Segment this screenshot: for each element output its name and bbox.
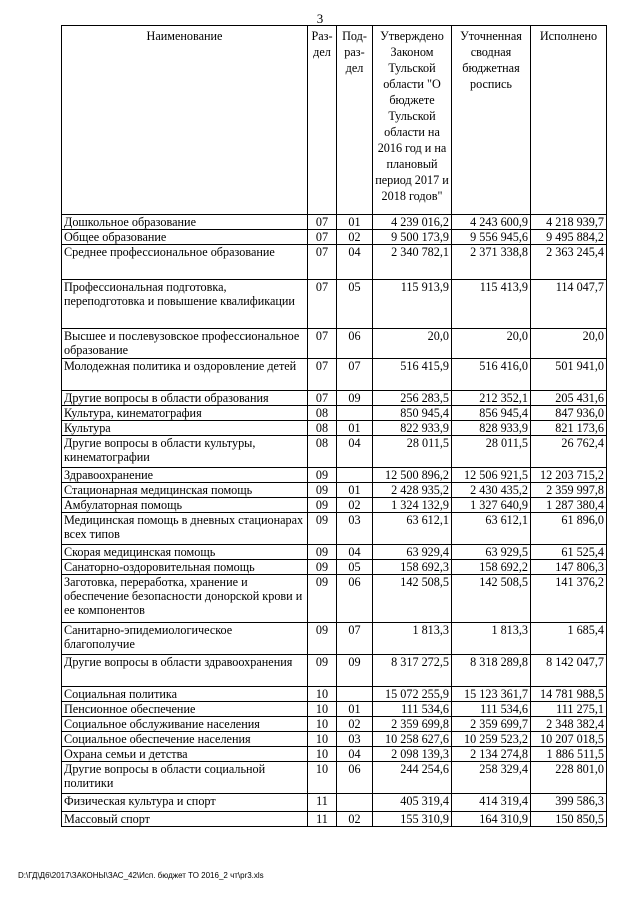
row-refined: 111 534,6 (452, 702, 531, 717)
row-section: 09 (308, 623, 337, 655)
row-approved: 2 340 782,1 (373, 245, 452, 280)
row-refined: 1 813,3 (452, 623, 531, 655)
row-name: Амбулаторная помощь (62, 498, 308, 513)
row-subsection: 05 (337, 280, 373, 329)
row-name: Другие вопросы в области социальной политики (62, 762, 308, 794)
row-executed: 147 806,3 (531, 560, 607, 575)
row-name: Другие вопросы в области здравоохранения (62, 655, 308, 687)
row-refined: 828 933,9 (452, 421, 531, 436)
row-executed: 1 886 511,5 (531, 747, 607, 762)
table-row (62, 436, 607, 468)
row-section: 07 (308, 230, 337, 245)
row-subsection: 01 (337, 483, 373, 498)
row-name: Физическая культура и спорт (62, 794, 308, 812)
table-row (62, 545, 607, 560)
row-subsection: 04 (337, 545, 373, 560)
row-refined: 115 413,9 (452, 280, 531, 329)
header-approved: Утверждено Законом Тульской области "О бюджете Тульской области на 2016 год и на плановый период 2017 и 2018 годов" (373, 26, 452, 215)
row-name: Высшее и послевузовское профессиональное образование (62, 329, 308, 359)
row-name: Социальная политика (62, 687, 308, 702)
row-executed: 1 685,4 (531, 623, 607, 655)
row-name: Социальное обслуживание населения (62, 717, 308, 732)
row-refined: 2 430 435,2 (452, 483, 531, 498)
row-approved: 155 310,9 (373, 812, 452, 827)
row-subsection: 02 (337, 812, 373, 827)
row-executed: 228 801,0 (531, 762, 607, 794)
row-section: 10 (308, 762, 337, 794)
row-refined: 12 506 921,5 (452, 468, 531, 483)
row-subsection: 03 (337, 513, 373, 545)
row-approved: 8 317 272,5 (373, 655, 452, 687)
table-row (62, 245, 607, 280)
row-approved: 2 428 935,2 (373, 483, 452, 498)
row-subsection: 01 (337, 421, 373, 436)
row-approved: 9 500 173,9 (373, 230, 452, 245)
row-subsection (337, 406, 373, 421)
row-name: Другие вопросы в области культуры, кинематографии (62, 436, 308, 468)
row-refined: 4 243 600,9 (452, 215, 531, 230)
row-executed: 141 376,2 (531, 575, 607, 623)
row-name: Пенсионное обеспечение (62, 702, 308, 717)
row-section: 08 (308, 436, 337, 468)
row-executed: 501 941,0 (531, 359, 607, 391)
row-name: Стационарная медицинская помощь (62, 483, 308, 498)
table-row (62, 762, 607, 794)
table-row (62, 812, 607, 827)
row-refined: 258 329,4 (452, 762, 531, 794)
row-approved: 28 011,5 (373, 436, 452, 468)
table-row (62, 702, 607, 717)
row-executed: 61 525,4 (531, 545, 607, 560)
table-row (62, 747, 607, 762)
table-row (62, 717, 607, 732)
row-executed: 26 762,4 (531, 436, 607, 468)
row-name: Социальное обеспечение населения (62, 732, 308, 747)
row-section: 07 (308, 391, 337, 406)
row-section: 09 (308, 513, 337, 545)
table-row (62, 329, 607, 359)
row-section: 07 (308, 215, 337, 230)
row-subsection: 09 (337, 391, 373, 406)
table-header-row (62, 26, 607, 215)
table-row (62, 513, 607, 545)
row-refined: 856 945,4 (452, 406, 531, 421)
row-subsection: 04 (337, 245, 373, 280)
row-approved: 2 098 139,3 (373, 747, 452, 762)
row-subsection: 06 (337, 329, 373, 359)
row-name: Молодежная политика и оздоровление детей (62, 359, 308, 391)
row-subsection: 02 (337, 717, 373, 732)
row-approved: 1 813,3 (373, 623, 452, 655)
row-executed: 8 142 047,7 (531, 655, 607, 687)
row-name: Санитарно-эпидемиологическое благополучие (62, 623, 308, 655)
row-approved: 256 283,5 (373, 391, 452, 406)
row-subsection: 06 (337, 762, 373, 794)
row-refined: 212 352,1 (452, 391, 531, 406)
header-subsection: Под-раз-дел (337, 26, 373, 215)
row-name: Здравоохранение (62, 468, 308, 483)
row-subsection: 07 (337, 623, 373, 655)
row-executed: 9 495 884,2 (531, 230, 607, 245)
row-approved: 4 239 016,2 (373, 215, 452, 230)
row-name: Скорая медицинская помощь (62, 545, 308, 560)
row-approved: 63 929,4 (373, 545, 452, 560)
table-row (62, 483, 607, 498)
table-row (62, 498, 607, 513)
row-subsection: 01 (337, 215, 373, 230)
table-row (62, 359, 607, 391)
row-subsection: 02 (337, 230, 373, 245)
table-row (62, 280, 607, 329)
row-subsection: 05 (337, 560, 373, 575)
row-executed: 1 287 380,4 (531, 498, 607, 513)
row-executed: 150 850,5 (531, 812, 607, 827)
row-refined: 164 310,9 (452, 812, 531, 827)
row-section: 08 (308, 421, 337, 436)
row-approved: 1 324 132,9 (373, 498, 452, 513)
table-row (62, 215, 607, 230)
budget-table (61, 25, 607, 827)
row-section: 09 (308, 560, 337, 575)
table-row (62, 732, 607, 747)
row-section: 10 (308, 717, 337, 732)
row-name: Медицинская помощь в дневных стационарах всех типов (62, 513, 308, 545)
row-refined: 516 416,0 (452, 359, 531, 391)
row-approved: 111 534,6 (373, 702, 452, 717)
table-row (62, 794, 607, 812)
row-section: 10 (308, 687, 337, 702)
row-approved: 405 319,4 (373, 794, 452, 812)
row-subsection: 02 (337, 498, 373, 513)
row-executed: 20,0 (531, 329, 607, 359)
row-approved: 822 933,9 (373, 421, 452, 436)
table-row (62, 655, 607, 687)
row-section: 10 (308, 702, 337, 717)
row-refined: 142 508,5 (452, 575, 531, 623)
row-section: 10 (308, 732, 337, 747)
row-name: Заготовка, переработка, хранение и обеспечение безопасности донорской крови и ее компонентов (62, 575, 308, 623)
row-executed: 12 203 715,2 (531, 468, 607, 483)
row-executed: 2 359 997,8 (531, 483, 607, 498)
row-executed: 2 348 382,4 (531, 717, 607, 732)
row-name: Среднее профессиональное образование (62, 245, 308, 280)
row-subsection (337, 687, 373, 702)
row-approved: 63 612,1 (373, 513, 452, 545)
row-section: 07 (308, 329, 337, 359)
row-refined: 10 259 523,2 (452, 732, 531, 747)
header-section: Раз-дел (308, 26, 337, 215)
row-subsection: 06 (337, 575, 373, 623)
row-approved: 2 359 699,8 (373, 717, 452, 732)
page-number: 3 (316, 11, 324, 26)
row-executed: 847 936,0 (531, 406, 607, 421)
row-subsection (337, 468, 373, 483)
row-executed: 4 218 939,7 (531, 215, 607, 230)
row-refined: 2 371 338,8 (452, 245, 531, 280)
table-row (62, 230, 607, 245)
row-section: 09 (308, 468, 337, 483)
row-executed: 10 207 018,5 (531, 732, 607, 747)
row-subsection: 01 (337, 702, 373, 717)
row-approved: 20,0 (373, 329, 452, 359)
row-approved: 244 254,6 (373, 762, 452, 794)
row-approved: 12 500 896,2 (373, 468, 452, 483)
row-subsection (337, 794, 373, 812)
row-executed: 114 047,7 (531, 280, 607, 329)
table-row (62, 623, 607, 655)
row-name: Культура (62, 421, 308, 436)
row-refined: 1 327 640,9 (452, 498, 531, 513)
row-executed: 61 896,0 (531, 513, 607, 545)
table-row (62, 406, 607, 421)
row-refined: 414 319,4 (452, 794, 531, 812)
row-approved: 158 692,3 (373, 560, 452, 575)
footer-file-path: D:\ГД\Д6\2017\ЗАКОНЫ\ЗАС_42\Исп. бюджет ТО 2016_2 чт\pr3.xls (18, 871, 264, 880)
row-section: 07 (308, 280, 337, 329)
row-refined: 20,0 (452, 329, 531, 359)
header-name: Наименование (62, 26, 308, 215)
row-name: Охрана семьи и детства (62, 747, 308, 762)
row-section: 09 (308, 655, 337, 687)
row-refined: 8 318 289,8 (452, 655, 531, 687)
row-subsection: 07 (337, 359, 373, 391)
row-name: Дошкольное образование (62, 215, 308, 230)
row-subsection: 09 (337, 655, 373, 687)
row-section: 10 (308, 747, 337, 762)
row-executed: 821 173,6 (531, 421, 607, 436)
row-subsection: 04 (337, 436, 373, 468)
row-refined: 63 612,1 (452, 513, 531, 545)
row-section: 11 (308, 794, 337, 812)
header-executed: Исполнено (531, 26, 607, 215)
row-executed: 399 586,3 (531, 794, 607, 812)
table-row (62, 560, 607, 575)
row-approved: 516 415,9 (373, 359, 452, 391)
row-refined: 9 556 945,6 (452, 230, 531, 245)
row-section: 07 (308, 245, 337, 280)
row-section: 11 (308, 812, 337, 827)
row-refined: 28 011,5 (452, 436, 531, 468)
row-name: Культура, кинематография (62, 406, 308, 421)
row-section: 09 (308, 483, 337, 498)
row-refined: 2 134 274,8 (452, 747, 531, 762)
row-name: Другие вопросы в области образования (62, 391, 308, 406)
row-subsection: 03 (337, 732, 373, 747)
row-approved: 10 258 627,6 (373, 732, 452, 747)
row-section: 08 (308, 406, 337, 421)
row-approved: 142 508,5 (373, 575, 452, 623)
row-section: 09 (308, 545, 337, 560)
row-name: Профессиональная подготовка, переподготовка и повышение квалификации (62, 280, 308, 329)
row-executed: 111 275,1 (531, 702, 607, 717)
table-row (62, 468, 607, 483)
row-name: Общее образование (62, 230, 308, 245)
row-executed: 14 781 988,5 (531, 687, 607, 702)
row-refined: 15 123 361,7 (452, 687, 531, 702)
row-approved: 850 945,4 (373, 406, 452, 421)
table-row (62, 421, 607, 436)
table-row (62, 391, 607, 406)
row-refined: 2 359 699,7 (452, 717, 531, 732)
row-name: Массовый спорт (62, 812, 308, 827)
table-row (62, 687, 607, 702)
row-refined: 158 692,2 (452, 560, 531, 575)
row-executed: 2 363 245,4 (531, 245, 607, 280)
row-refined: 63 929,5 (452, 545, 531, 560)
row-subsection: 04 (337, 747, 373, 762)
row-approved: 15 072 255,9 (373, 687, 452, 702)
row-approved: 115 913,9 (373, 280, 452, 329)
row-section: 09 (308, 575, 337, 623)
row-section: 09 (308, 498, 337, 513)
row-executed: 205 431,6 (531, 391, 607, 406)
row-name: Санаторно-оздоровительная помощь (62, 560, 308, 575)
row-section: 07 (308, 359, 337, 391)
header-refined: Уточненная сводная бюджетная роспись (452, 26, 531, 215)
table-row (62, 575, 607, 623)
